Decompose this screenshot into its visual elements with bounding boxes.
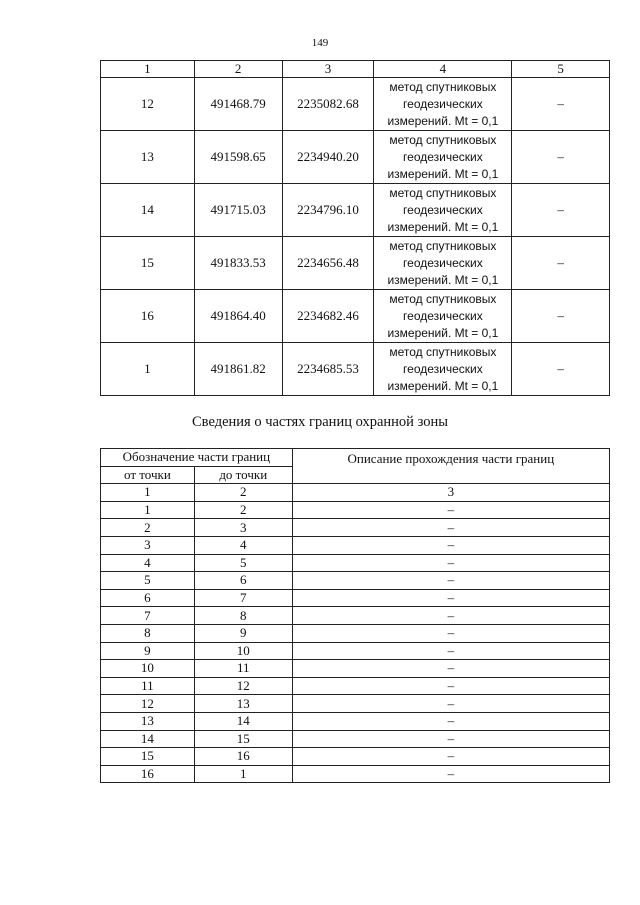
to-point-cell: 13 bbox=[194, 695, 292, 713]
x-coordinate-cell: 491833.53 bbox=[194, 237, 282, 290]
to-point-cell: 14 bbox=[194, 712, 292, 730]
section-title: Сведения о частях границ охранной зоны bbox=[192, 414, 448, 430]
method-cell bbox=[374, 184, 512, 237]
numbering-cell: 2 bbox=[194, 484, 292, 502]
x-coordinate-cell: 491715.03 bbox=[194, 184, 282, 237]
note-cell: – bbox=[512, 131, 610, 184]
boundary-part-row bbox=[101, 642, 610, 660]
to-point-cell: 11 bbox=[194, 660, 292, 678]
description-cell: – bbox=[292, 554, 609, 572]
from-point-cell: 10 bbox=[101, 660, 195, 678]
method-line: измерений. Mt = 0,1 bbox=[387, 219, 499, 234]
description-cell: – bbox=[292, 712, 609, 730]
point-number-cell: 1 bbox=[101, 343, 195, 396]
column-number-3: 3 bbox=[282, 61, 374, 78]
boundary-part-row bbox=[101, 765, 610, 783]
to-point-cell: 15 bbox=[194, 730, 292, 748]
note-cell: – bbox=[512, 184, 610, 237]
note-cell: – bbox=[512, 343, 610, 396]
method-cell bbox=[374, 237, 512, 290]
boundary-part-row bbox=[101, 624, 610, 642]
coordinates-row bbox=[101, 78, 610, 131]
method-line: геодезических bbox=[403, 202, 483, 217]
boundary-part-row bbox=[101, 536, 610, 554]
page-number: 149 bbox=[311, 37, 329, 49]
description-cell: – bbox=[292, 765, 609, 783]
to-point-cell: 12 bbox=[194, 677, 292, 695]
coordinates-header-row bbox=[101, 61, 610, 78]
description-cell: – bbox=[292, 607, 609, 625]
parts-numbering-row bbox=[101, 484, 610, 502]
to-point-cell: 1 bbox=[194, 765, 292, 783]
description-cell: – bbox=[292, 519, 609, 537]
coordinates-row bbox=[101, 290, 610, 343]
coordinates-row bbox=[101, 131, 610, 184]
boundary-part-row bbox=[101, 748, 610, 766]
from-point-cell: 1 bbox=[101, 501, 195, 519]
boundary-part-row bbox=[101, 572, 610, 590]
boundary-part-designation-header: Обозначение части границ bbox=[101, 449, 293, 467]
method-cell bbox=[374, 290, 512, 343]
from-point-cell: 16 bbox=[101, 765, 195, 783]
boundary-part-row bbox=[101, 712, 610, 730]
method-line: геодезических bbox=[403, 96, 483, 111]
point-number-cell: 15 bbox=[101, 237, 195, 290]
description-cell: – bbox=[292, 589, 609, 607]
description-cell: – bbox=[292, 624, 609, 642]
method-line: геодезических bbox=[403, 255, 483, 270]
parts-header-row bbox=[101, 449, 610, 467]
from-point-cell: 6 bbox=[101, 589, 195, 607]
method-line: измерений. Mt = 0,1 bbox=[387, 113, 499, 128]
description-cell: – bbox=[292, 677, 609, 695]
description-cell: – bbox=[292, 748, 609, 766]
from-point-cell: 2 bbox=[101, 519, 195, 537]
from-point-cell: 4 bbox=[101, 554, 195, 572]
method-line: геодезических bbox=[403, 361, 483, 376]
boundary-part-row bbox=[101, 589, 610, 607]
y-coordinate-cell: 2234682.46 bbox=[282, 290, 374, 343]
method-line: измерений. Mt = 0,1 bbox=[387, 325, 499, 340]
note-cell: – bbox=[512, 78, 610, 131]
description-cell: – bbox=[292, 730, 609, 748]
coordinates-row bbox=[101, 343, 610, 396]
point-number-cell: 12 bbox=[101, 78, 195, 131]
y-coordinate-cell: 2234685.53 bbox=[282, 343, 374, 396]
numbering-cell: 3 bbox=[292, 484, 609, 502]
method-line: метод спутниковых bbox=[389, 291, 497, 306]
to-point-cell: 4 bbox=[194, 536, 292, 554]
y-coordinate-cell: 2234656.48 bbox=[282, 237, 374, 290]
y-coordinate-cell: 2234940.20 bbox=[282, 131, 374, 184]
point-number-cell: 13 bbox=[101, 131, 195, 184]
to-point-cell: 6 bbox=[194, 572, 292, 590]
boundary-description-header: Описание прохождения части границ bbox=[292, 449, 609, 484]
boundary-part-row bbox=[101, 519, 610, 537]
to-point-cell: 10 bbox=[194, 642, 292, 660]
boundary-part-row bbox=[101, 501, 610, 519]
from-point-cell: 8 bbox=[101, 624, 195, 642]
x-coordinate-cell: 491598.65 bbox=[194, 131, 282, 184]
method-line: метод спутниковых bbox=[389, 238, 497, 253]
method-line: измерений. Mt = 0,1 bbox=[387, 272, 499, 287]
to-point-header: до точки bbox=[194, 466, 292, 484]
method-line: геодезических bbox=[403, 149, 483, 164]
description-cell: – bbox=[292, 572, 609, 590]
description-cell: – bbox=[292, 536, 609, 554]
to-point-cell: 7 bbox=[194, 589, 292, 607]
to-point-cell: 3 bbox=[194, 519, 292, 537]
point-number-cell: 14 bbox=[101, 184, 195, 237]
to-point-cell: 8 bbox=[194, 607, 292, 625]
from-point-cell: 5 bbox=[101, 572, 195, 590]
from-point-cell: 13 bbox=[101, 712, 195, 730]
coordinates-row bbox=[101, 184, 610, 237]
method-cell bbox=[374, 131, 512, 184]
column-number-5: 5 bbox=[512, 61, 610, 78]
column-number-1: 1 bbox=[101, 61, 195, 78]
to-point-cell: 9 bbox=[194, 624, 292, 642]
boundary-part-row bbox=[101, 660, 610, 678]
from-point-header: от точки bbox=[101, 466, 195, 484]
coordinates-table bbox=[100, 60, 610, 396]
note-cell: – bbox=[512, 237, 610, 290]
x-coordinate-cell: 491864.40 bbox=[194, 290, 282, 343]
method-line: метод спутниковых bbox=[389, 344, 497, 359]
coordinates-row bbox=[101, 237, 610, 290]
method-line: измерений. Mt = 0,1 bbox=[387, 378, 499, 393]
from-point-cell: 14 bbox=[101, 730, 195, 748]
boundary-part-row bbox=[101, 554, 610, 572]
boundary-part-row bbox=[101, 677, 610, 695]
method-line: измерений. Mt = 0,1 bbox=[387, 166, 499, 181]
method-cell bbox=[374, 78, 512, 131]
boundary-part-row bbox=[101, 607, 610, 625]
method-line: метод спутниковых bbox=[389, 132, 497, 147]
y-coordinate-cell: 2235082.68 bbox=[282, 78, 374, 131]
numbering-cell: 1 bbox=[101, 484, 195, 502]
to-point-cell: 2 bbox=[194, 501, 292, 519]
from-point-cell: 15 bbox=[101, 748, 195, 766]
point-number-cell: 16 bbox=[101, 290, 195, 343]
column-number-4: 4 bbox=[374, 61, 512, 78]
boundary-part-row bbox=[101, 695, 610, 713]
description-cell: – bbox=[292, 660, 609, 678]
to-point-cell: 16 bbox=[194, 748, 292, 766]
method-line: метод спутниковых bbox=[389, 185, 497, 200]
to-point-cell: 5 bbox=[194, 554, 292, 572]
from-point-cell: 12 bbox=[101, 695, 195, 713]
boundary-part-row bbox=[101, 730, 610, 748]
from-point-cell: 7 bbox=[101, 607, 195, 625]
description-cell: – bbox=[292, 501, 609, 519]
column-number-2: 2 bbox=[194, 61, 282, 78]
boundary-parts-table bbox=[100, 448, 610, 783]
method-line: геодезических bbox=[403, 308, 483, 323]
from-point-cell: 9 bbox=[101, 642, 195, 660]
method-cell bbox=[374, 343, 512, 396]
method-line: метод спутниковых bbox=[389, 79, 497, 94]
from-point-cell: 3 bbox=[101, 536, 195, 554]
x-coordinate-cell: 491861.82 bbox=[194, 343, 282, 396]
note-cell: – bbox=[512, 290, 610, 343]
x-coordinate-cell: 491468.79 bbox=[194, 78, 282, 131]
description-cell: – bbox=[292, 642, 609, 660]
y-coordinate-cell: 2234796.10 bbox=[282, 184, 374, 237]
from-point-cell: 11 bbox=[101, 677, 195, 695]
description-cell: – bbox=[292, 695, 609, 713]
